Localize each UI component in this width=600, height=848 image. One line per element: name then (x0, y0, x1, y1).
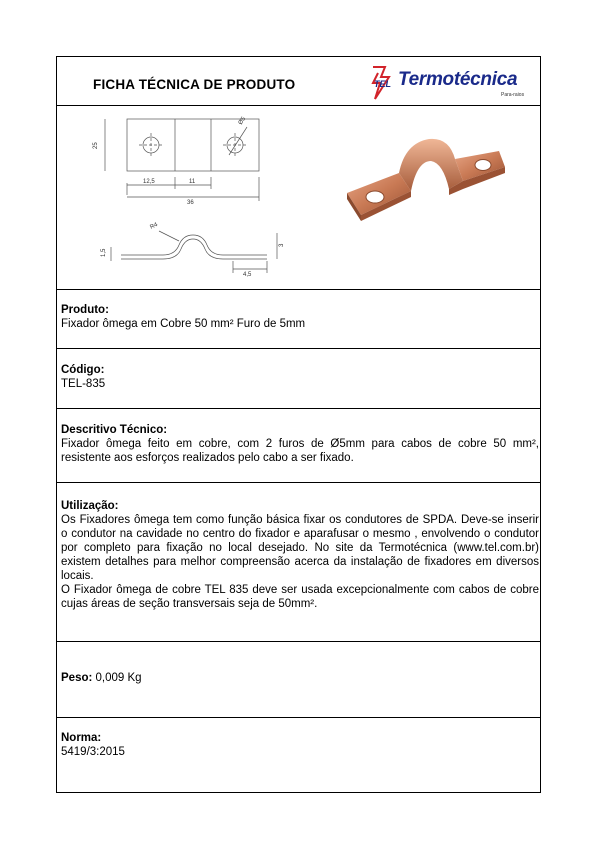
svg-text:TEL: TEL (374, 79, 391, 89)
standard-label: Norma: (61, 732, 102, 744)
dim-height: 25 (93, 142, 99, 149)
usage-paragraph-1: Os Fixadores ômega tem como função básica fixar os condutores de SPDA. Deve-se inserir o condutor na cavidade no centro do fixador e aparafusar o mesmo , envolvendo o condutor por completo para fixação no local desejado. No site da Termotécnica (www.tel.com.br) existem detalhes para melhor compreensão acerca da instalação de fixadores em diversos locais. (61, 514, 539, 582)
code-label: Código: (61, 364, 105, 376)
dim-center-width: 11 (189, 179, 196, 185)
dim-total-length: 36 (187, 200, 194, 206)
usage-section (61, 499, 539, 611)
product-section (61, 303, 539, 331)
weight-section (61, 671, 539, 685)
brand-tagline: Para-raios (501, 92, 525, 98)
dim-radius: R4 (149, 222, 159, 231)
standard-section (61, 731, 539, 759)
tel-lightning-logo-icon (369, 63, 397, 103)
usage-paragraph-2: O Fixador ômega de cobre TEL 835 deve ser usada excepcionalmente com cabos de cobre cujas áreas de seção transversais seja de 50mm². (61, 584, 539, 610)
product-label: Produto: (61, 304, 109, 316)
brand-logo (369, 63, 539, 105)
dim-omega-height: 3 (279, 243, 285, 247)
usage-label: Utilização: (61, 500, 119, 512)
product-divider (57, 348, 540, 349)
product-name: Fixador ômega em Cobre 50 mm² Furo de 5mm (61, 318, 306, 330)
usage-divider (57, 641, 540, 642)
product-photo (339, 133, 509, 243)
weight-divider (57, 717, 540, 718)
weight-label: Peso: (61, 672, 93, 684)
weight-value: 0,009 Kg (95, 672, 142, 684)
technical-description-text: Fixador ômega feito em cobre, com 2 furos de Ø5mm para cabos de cobre 50 mm², resistente aos esforços realizados pelo cabo a ser fixado. (61, 438, 539, 464)
technical-description-section (61, 423, 539, 465)
header-divider (57, 105, 540, 106)
code-divider (57, 408, 540, 409)
technical-drawing (83, 111, 303, 277)
dim-hole-offset: 12,5 (143, 179, 155, 185)
dim-thickness: 1,5 (101, 248, 107, 257)
product-code: TEL-835 (61, 378, 106, 390)
dim-base-width: 4,5 (243, 272, 252, 277)
page-title: FICHA TÉCNICA DE PRODUTO (93, 77, 296, 92)
brand-name: Termotécnica (398, 69, 518, 90)
description-divider (57, 482, 540, 483)
standard-value: 5419/3:2015 (61, 746, 125, 758)
dim-hole-diameter: Ø5 (237, 116, 248, 127)
product-datasheet (56, 56, 541, 793)
technical-description-label: Descritivo Técnico: (61, 424, 168, 436)
drawing-divider (57, 289, 540, 290)
code-section (61, 363, 539, 391)
